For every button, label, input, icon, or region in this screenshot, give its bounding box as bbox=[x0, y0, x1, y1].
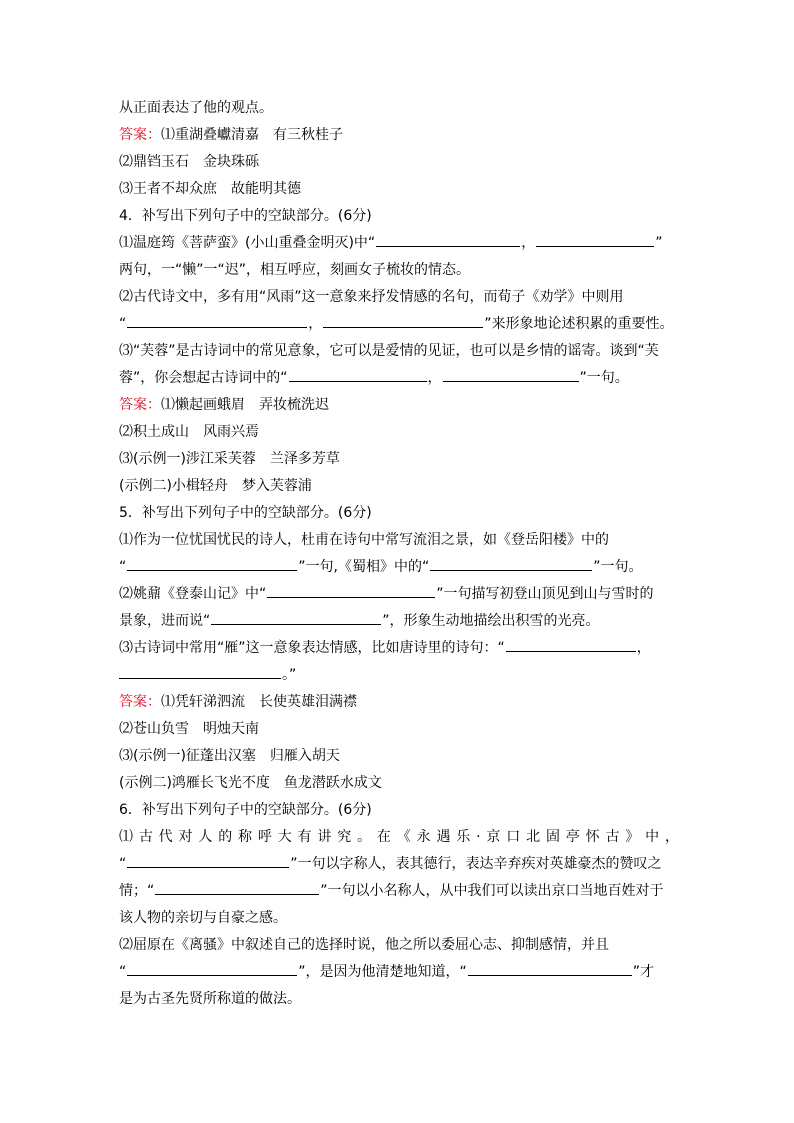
answer-blank[interactable] bbox=[211, 610, 381, 625]
answer-blank[interactable] bbox=[506, 637, 636, 652]
text: “ bbox=[119, 964, 127, 980]
answer-line bbox=[119, 689, 679, 716]
question-line bbox=[119, 311, 679, 338]
answer-line bbox=[119, 419, 679, 446]
answer-blank[interactable] bbox=[323, 313, 483, 328]
question-line bbox=[119, 230, 679, 257]
question-line bbox=[119, 338, 679, 365]
text: 4．补写出下列句子中的空缺部分。(6分) bbox=[119, 208, 372, 224]
text: 。” bbox=[282, 667, 297, 683]
text: ⑴作为一位忧国忧民的诗人，杜甫在诗句中常写流泪之景，如《登岳阳楼》中的 bbox=[119, 532, 609, 548]
answer-line bbox=[119, 446, 679, 473]
answer-line bbox=[119, 122, 679, 149]
text: 蓉”，你会想起古诗词中的“ bbox=[119, 370, 288, 386]
text: ⑶“芙蓉”是古诗词中的常见意象，它可以是爱情的见证，也可以是乡情的谣寄。谈到“芙 bbox=[119, 343, 659, 359]
text: ”来形象地论述积累的重要性。 bbox=[484, 316, 674, 332]
answer-line bbox=[119, 743, 679, 770]
answer-line bbox=[119, 473, 679, 500]
text: ⑵姚鼐《登泰山记》中“ bbox=[119, 586, 267, 602]
text: ， bbox=[521, 235, 536, 251]
text: ⑴温庭筠《菩萨蛮》(小山重叠金明灭)中“ bbox=[119, 235, 376, 251]
text: ”一句。 bbox=[579, 370, 629, 386]
answer-line bbox=[119, 392, 679, 419]
question-line bbox=[119, 851, 679, 878]
answer-blank[interactable] bbox=[267, 583, 435, 598]
text: ”一句以小名称人，从中我们可以读出京口当地百姓对于 bbox=[320, 883, 664, 899]
answer-text: ⑵鼎铛玉石 金块珠砾 bbox=[119, 154, 259, 170]
text: ” bbox=[655, 235, 663, 251]
text: ”一句,《蜀相》中的“ bbox=[298, 559, 430, 575]
answer-blank[interactable] bbox=[127, 961, 297, 976]
text: ⑶古诗词中常用“雁”这一意象表达情感，比如唐诗里的诗句：“ bbox=[119, 640, 505, 656]
answer-text: ⑴凭轩涕泗流 长使英雄泪满襟 bbox=[161, 694, 357, 710]
answer-text: ⑵积土成山 风雨兴焉 bbox=[119, 424, 259, 440]
text: “ bbox=[119, 559, 127, 575]
answer-blank[interactable] bbox=[127, 313, 307, 328]
answer-blank[interactable] bbox=[127, 853, 289, 868]
text: 从正面表达了他的观点。 bbox=[119, 100, 273, 116]
question-heading bbox=[119, 500, 679, 527]
answer-text: ⑶(示例一)涉江采芙蓉 兰泽多芳草 bbox=[119, 451, 340, 467]
text: 情；“ bbox=[119, 883, 155, 899]
answer-text: ⑴懒起画蛾眉 弄妆梳洗迟 bbox=[161, 397, 329, 413]
text: ⑵屈原在《离骚》中叙述自己的选择时说，他之所以委屈心志、抑制感情，并且 bbox=[119, 937, 609, 953]
question-line bbox=[119, 824, 679, 851]
text: ”，形象生动地描绘出积雪的光亮。 bbox=[382, 613, 600, 629]
text: ⑴古代对人的称呼大有讲究。在《永遇乐·京口北固亭怀古》中， bbox=[119, 829, 679, 845]
question-line bbox=[119, 581, 679, 608]
answer-blank[interactable] bbox=[127, 556, 297, 571]
text: ”一句。 bbox=[593, 559, 643, 575]
answer-blank[interactable] bbox=[468, 961, 632, 976]
question-line bbox=[119, 527, 679, 554]
answer-blank[interactable] bbox=[376, 232, 520, 247]
answer-text: ⑶(示例一)征蓬出汉塞 归雁入胡天 bbox=[119, 748, 340, 764]
answer-line bbox=[119, 770, 679, 797]
text: “ bbox=[119, 316, 127, 332]
answer-blank[interactable] bbox=[289, 367, 427, 382]
text: 两句，一“懒”一“迟”，相互呼应，刻画女子梳妆的情态。 bbox=[119, 262, 471, 278]
question-line bbox=[119, 608, 679, 635]
question-line bbox=[119, 986, 679, 1013]
text: 该人物的亲切与自豪之感。 bbox=[119, 910, 287, 926]
question-line bbox=[119, 554, 679, 581]
answer-text: ⑵苍山负雪 明烛天南 bbox=[119, 721, 259, 737]
question-heading bbox=[119, 797, 679, 824]
answer-text: ⑴重湖叠巘清嘉 有三秋桂子 bbox=[161, 127, 343, 143]
answer-blank[interactable] bbox=[443, 367, 579, 382]
answer-label: 答案： bbox=[119, 127, 161, 143]
text: ”才 bbox=[632, 964, 655, 980]
answer-blank[interactable] bbox=[119, 664, 281, 679]
question-line bbox=[119, 635, 679, 662]
answer-line bbox=[119, 176, 679, 203]
text-line bbox=[119, 95, 679, 122]
text: ⑵古代诗文中，多有用“风雨”这一意象来抒发情感的名句，而荀子《劝学》中则用 bbox=[119, 289, 624, 305]
text: ， bbox=[636, 640, 651, 656]
text: ”一句描写初登山顶见到山与雪时的 bbox=[436, 586, 654, 602]
text: ， bbox=[308, 316, 323, 332]
text: ”一句以字称人，表其德行，表达辛弃疾对英雄豪杰的赞叹之 bbox=[290, 856, 662, 872]
question-line bbox=[119, 878, 679, 905]
text: ， bbox=[427, 370, 442, 386]
question-line bbox=[119, 905, 679, 932]
answer-text: (示例二)鸿雁长飞光不度 鱼龙潜跃水成文 bbox=[119, 775, 382, 791]
question-heading bbox=[119, 203, 679, 230]
answer-text: ⑶王者不却众庶 故能明其德 bbox=[119, 181, 301, 197]
answer-blank[interactable] bbox=[536, 232, 654, 247]
question-line bbox=[119, 662, 679, 689]
question-line bbox=[119, 959, 679, 986]
text: 景象，进而说“ bbox=[119, 613, 211, 629]
answer-label: 答案： bbox=[119, 397, 161, 413]
answer-line bbox=[119, 716, 679, 743]
answer-line bbox=[119, 149, 679, 176]
text: 5．补写出下列句子中的空缺部分。(6分) bbox=[119, 505, 372, 521]
answer-label: 答案： bbox=[119, 694, 161, 710]
text: 6．补写出下列句子中的空缺部分。(6分) bbox=[119, 802, 372, 818]
answer-text: (示例二)小楫轻舟 梦入芙蓉浦 bbox=[119, 478, 312, 494]
text: 是为古圣先贤所称道的做法。 bbox=[119, 991, 301, 1007]
text: ”，是因为他清楚地知道，“ bbox=[298, 964, 467, 980]
question-line bbox=[119, 932, 679, 959]
answer-blank[interactable] bbox=[155, 880, 319, 895]
document-page bbox=[119, 95, 679, 1013]
question-line bbox=[119, 257, 679, 284]
answer-blank[interactable] bbox=[430, 556, 592, 571]
text: “ bbox=[119, 856, 127, 872]
question-line bbox=[119, 365, 679, 392]
question-line bbox=[119, 284, 679, 311]
